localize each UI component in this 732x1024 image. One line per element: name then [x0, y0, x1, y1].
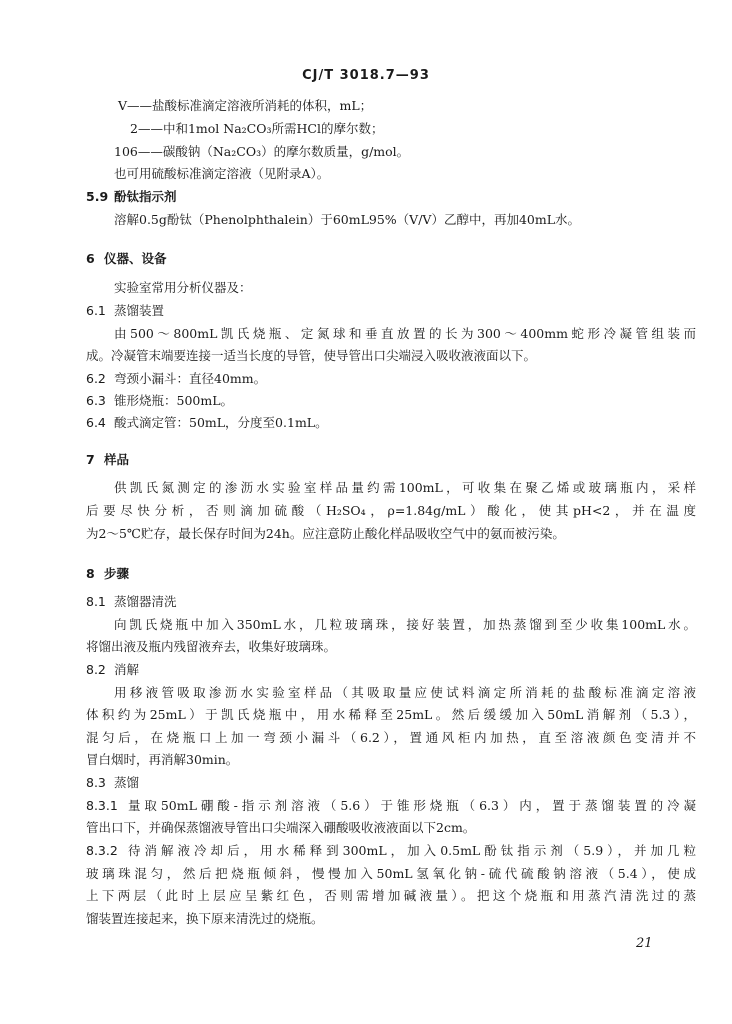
section-number: 8.1	[86, 594, 106, 609]
definition-106: 106——碳酸钠（Na₂CO₃）的摩尔数质量，g/mol。	[114, 144, 410, 159]
paragraph-line: 将馏出液及瓶内残留液弃去，收集好玻璃珠。	[86, 639, 337, 654]
paragraph-line: 待消解液冷却后，用水稀释到300mL，加入0.5mL酚钛指示剂（5.9），并加几粒	[128, 843, 696, 858]
paragraph-line: 实验室常用分析仪器及：	[114, 280, 252, 295]
list-item: 锥形烧瓶：500mL。	[114, 393, 234, 408]
section-number: 6.3	[86, 393, 106, 408]
paragraph-line: 向凯氏烧瓶中加入350mL水，几粒玻璃珠，接好装置，加热蒸馏到至少收集100mL水。	[114, 617, 696, 632]
section-number: 8.3	[86, 775, 106, 790]
paragraph-line: 供凯氏氮测定的渗沥水实验室样品量约需100mL，可收集在聚乙烯或玻璃瓶内，采样	[114, 480, 696, 495]
paragraph-line: 量取50mL硼酸-指示剂溶液（5.6）于锥形烧瓶（6.3）内，置于蒸馏装置的冷凝	[128, 798, 696, 813]
section-number: 8.3.1	[86, 798, 118, 813]
paragraph-line: 馏装置连接起来，换下原来清洗过的烧瓶。	[86, 911, 324, 926]
paragraph-line: 由500～800mL凯氏烧瓶、定氮球和垂直放置的长为300～400mm蛇形冷凝管组装而	[114, 326, 696, 341]
section-number: 8.3.2	[86, 843, 118, 858]
paragraph-line: 为2～5℃贮存，最长保存时间为24h。应注意防止酸化样品吸收空气中的氨而被污染。	[86, 526, 565, 541]
page-number: 21	[636, 936, 653, 951]
definition-2: 2——中和1mol Na₂CO₃所需HCl的摩尔数；	[130, 121, 384, 136]
section-title: 仪器、设备	[104, 251, 167, 266]
paragraph-line: 后要尽快分析，否则滴加硫酸（H₂SO₄，ρ=1.84g/mL）酸化，使其pH<2，并在温度	[86, 503, 696, 518]
section-title: 酚钛指示剂	[114, 189, 177, 204]
section-number: 6.4	[86, 415, 106, 430]
section-number: 8	[86, 566, 95, 581]
paragraph-line: 溶解0.5g酚钛（Phenolphthalein）于60mL95%（V/V）乙醇中，再加40mL水。	[114, 212, 581, 227]
paragraph-line: 管出口下，并确保蒸馏液导管出口尖端深入硼酸吸收液液面以下2cm。	[86, 820, 476, 835]
paragraph-line: 用移液管吸取渗沥水实验室样品（其吸取量应使试料滴定所消耗的盐酸标准滴定溶液	[114, 685, 696, 700]
definition-v: V——盐酸标准滴定溶液所消耗的体积，mL；	[118, 98, 373, 113]
section-number: 5.9	[86, 189, 109, 204]
section-title: 蒸馏装置	[114, 303, 165, 318]
section-number: 6	[86, 251, 95, 266]
section-title: 蒸馏器清洗	[114, 594, 177, 609]
standard-header: CJ/T 3018.7—93	[302, 68, 430, 83]
section-number: 6.2	[86, 371, 106, 386]
list-item: 弯颈小漏斗：直径40mm。	[114, 371, 267, 386]
section-title: 蒸馏	[114, 775, 140, 790]
paragraph-line: 上下两层（此时上层应呈紫红色，否则需增加碱液量）。把这个烧瓶和用蒸汽清洗过的蒸	[86, 888, 696, 903]
section-title: 消解	[114, 662, 140, 677]
section-number: 6.1	[86, 303, 106, 318]
paragraph-line: 体积约为25mL）于凯氏烧瓶中，用水稀释至25mL。然后缓缓加入50mL消解剂（5.3），	[86, 707, 696, 722]
paragraph-line: 玻璃珠混匀，然后把烧瓶倾斜，慢慢加入50mL氢氧化钠-硫代硫酸钠溶液（5.4），使成	[86, 866, 696, 881]
paragraph-line: 冒白烟时，再消解30min。	[86, 752, 239, 767]
paragraph-line: 成。冷凝管末端要连接一适当长度的导管，使导管出口尖端浸入吸收液液面以下。	[86, 348, 537, 363]
paragraph-line: 混匀后，在烧瓶口上加一弯颈小漏斗（6.2），置通风柜内加热，直至溶液颜色变清并不	[86, 730, 696, 745]
section-number: 7	[86, 452, 95, 467]
note-sulfuric: 也可用硫酸标准滴定溶液（见附录A）。	[114, 166, 330, 181]
section-number: 8.2	[86, 662, 106, 677]
section-title: 样品	[104, 452, 130, 467]
section-title: 步骤	[104, 566, 130, 581]
list-item: 酸式滴定管：50mL，分度至0.1mL。	[114, 415, 328, 430]
